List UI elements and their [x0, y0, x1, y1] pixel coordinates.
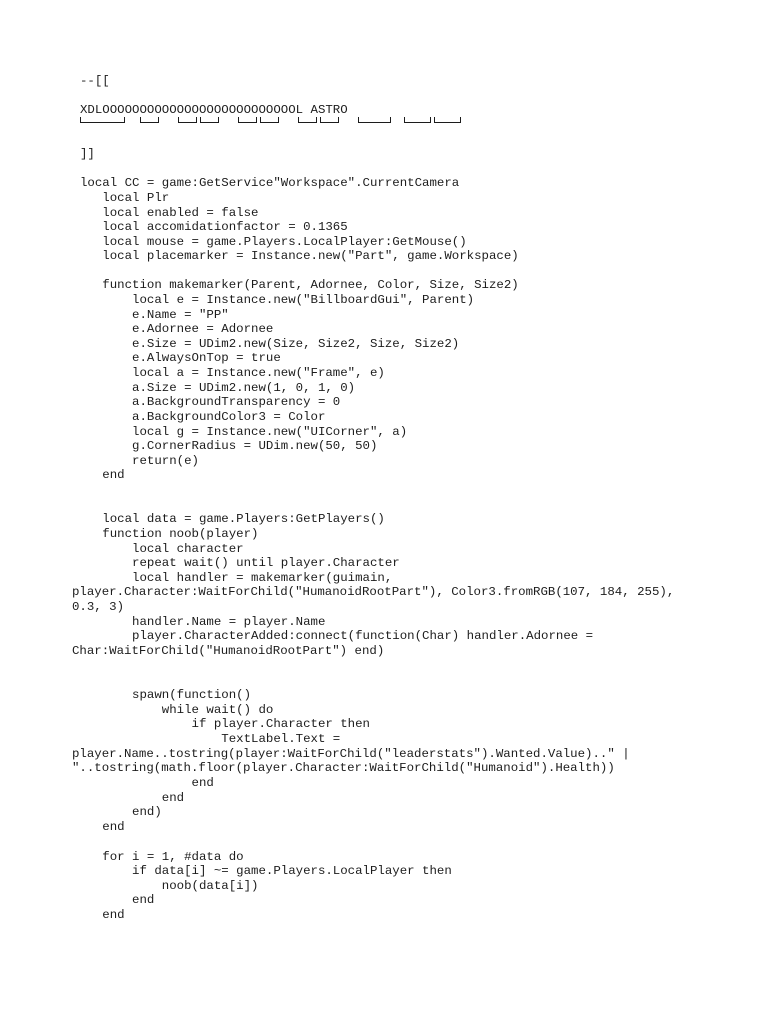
- code-line: e.Name = "PP": [80, 308, 229, 322]
- code-line: "..tostring(math.floor(player.Character:WaitForChild("Humanoid").Health)): [72, 761, 615, 775]
- code-line: local accomidationfactor = 0.1365: [80, 220, 348, 234]
- code-line: end: [80, 893, 155, 907]
- box-drawing-banner-art: [80, 116, 464, 128]
- code-line: local enabled = false: [80, 206, 259, 220]
- code-line: XDLOOOOOOOOOOOOOOOOOOOOOOOOOOL ASTRO: [80, 103, 348, 117]
- code-line: local character: [80, 542, 244, 556]
- code-line: a.BackgroundTransparency = 0: [80, 395, 341, 409]
- code-line: end: [80, 820, 125, 834]
- code-line: noob(data[i]): [80, 879, 259, 893]
- code-line: ]]: [80, 147, 95, 161]
- code-line: local mouse = game.Players.LocalPlayer:GetMouse(): [80, 235, 467, 249]
- code-line: local e = Instance.new("BillboardGui", Parent): [80, 293, 475, 307]
- code-line: Char:WaitForChild("HumanoidRootPart") end): [72, 644, 385, 658]
- code-line: end: [80, 468, 125, 482]
- code-line: end: [80, 791, 185, 805]
- code-line: TextLabel.Text =: [80, 732, 341, 746]
- code-line: function noob(player): [80, 527, 259, 541]
- code-line: while wait() do: [80, 703, 274, 717]
- code-line: repeat wait() until player.Character: [80, 556, 400, 570]
- code-line: end: [80, 776, 214, 790]
- code-line: g.CornerRadius = UDim.new(50, 50): [80, 439, 378, 453]
- code-line: return(e): [80, 454, 199, 468]
- code-line: local CC = game:GetService"Workspace".CurrentCamera: [80, 176, 460, 190]
- code-line: spawn(function(): [80, 688, 252, 702]
- code-line: if data[i] ~= game.Players.LocalPlayer then: [80, 864, 452, 878]
- code-line: local data = game.Players:GetPlayers(): [80, 512, 385, 526]
- code-line: local g = Instance.new("UICorner", a): [80, 425, 408, 439]
- code-line: local a = Instance.new("Frame", e): [80, 366, 385, 380]
- code-line: local handler = makemarker(guimain,: [80, 571, 393, 585]
- code-line: end): [80, 805, 162, 819]
- code-line: 0.3, 3): [72, 600, 125, 614]
- code-line: player.CharacterAdded:connect(function(Char) handler.Adornee =: [80, 629, 594, 643]
- code-line: player.Character:WaitForChild("HumanoidRootPart"), Color3.fromRGB(107, 184, 255),: [72, 585, 675, 599]
- code-line: end: [80, 908, 125, 922]
- code-line: if player.Character then: [80, 717, 370, 731]
- code-line: e.Adornee = Adornee: [80, 322, 274, 336]
- code-line: --[[: [80, 74, 110, 88]
- code-line: a.BackgroundColor3 = Color: [80, 410, 326, 424]
- code-line: for i = 1, #data do: [80, 850, 244, 864]
- code-line: e.AlwaysOnTop = true: [80, 351, 281, 365]
- code-line: local Plr: [80, 191, 170, 205]
- code-line: local placemarker = Instance.new("Part", game.Workspace): [80, 249, 519, 263]
- code-line: player.Name..tostring(player:WaitForChild("leaderstats").Wanted.Value).." |: [72, 747, 630, 761]
- code-line: function makemarker(Parent, Adornee, Color, Size, Size2): [80, 278, 519, 292]
- code-line: handler.Name = player.Name: [80, 615, 326, 629]
- code-line: a.Size = UDim2.new(1, 0, 1, 0): [80, 381, 356, 395]
- code-line: e.Size = UDim2.new(Size, Size2, Size, Size2): [80, 337, 460, 351]
